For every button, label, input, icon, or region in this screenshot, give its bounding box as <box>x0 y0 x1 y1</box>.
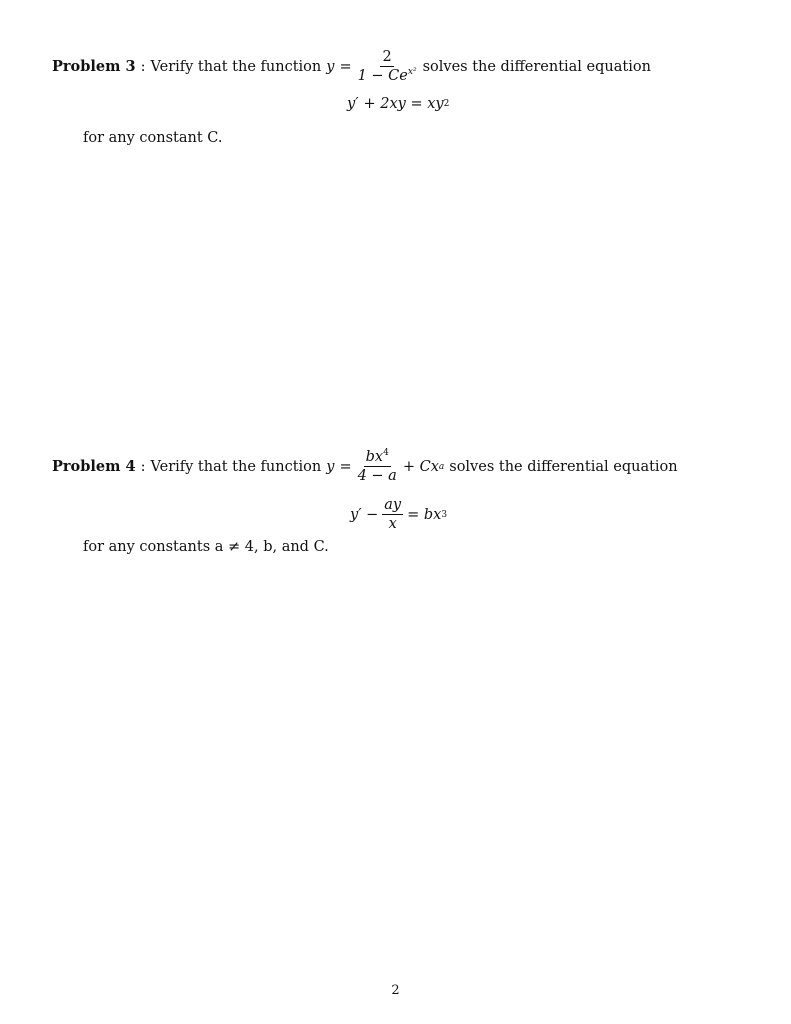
problem-4-function-lhs: y <box>326 458 335 475</box>
problem-3-title: Problem 3 <box>52 58 136 75</box>
problem-4-plus-term: + Cx <box>402 458 439 475</box>
problem-4-equation: y′ − $\frac{ay}{x}$ = bx 3 <box>350 497 448 532</box>
page-number: 2 <box>391 983 400 998</box>
problem-4-function-fraction <box>356 448 399 485</box>
problem-4-statement: Problem 4 : Verify that the function y = $\frac{bx^4}{4 - a}$ + Cx a solves the differential equation <box>52 448 678 484</box>
problem-4-eq-yprime: y′ − <box>350 506 379 523</box>
problem-4-eq-frac-den: x <box>388 516 397 532</box>
problem-3-function-lhs: y <box>326 58 335 75</box>
problem-4-eq-frac-num: ay <box>384 497 402 513</box>
problem-3-statement: Problem 3 : Verify that the function y = $\frac{2}{1 - Ce^{x^2}}$ solves the differential equation <box>52 49 651 84</box>
problem-4-func-denominator: 4 − a <box>357 468 397 484</box>
problem-4-func-numerator: $bx^4$ <box>365 448 389 465</box>
problem-3-eq-rest: + 2xy = xy <box>363 96 444 112</box>
problem-4-after-function: solves the differential equation <box>449 458 678 475</box>
problem-3-equation: y′ + 2xy = xy 2 <box>347 96 450 112</box>
problem-4-eq-rest: = bx <box>407 506 442 523</box>
problem-4-intro: Verify that the function <box>150 458 322 475</box>
problem-4-equals: = <box>339 458 352 475</box>
problem-3-after-function: solves the differential equation <box>422 58 651 75</box>
problem-3-eq-yprime: y′ <box>347 96 359 112</box>
problem-3-intro: Verify that the function <box>150 58 322 75</box>
problem-3-func-numerator: 2 <box>382 49 392 65</box>
problem-3-equals: = <box>339 58 352 75</box>
problem-3-closing: for any constant C. <box>83 130 223 146</box>
problem-4-title: Problem 4 <box>52 458 136 475</box>
problem-4-closing: for any constants a ≠ 4, b, and C. <box>83 539 329 555</box>
problem-3-function-fraction <box>356 48 419 85</box>
problem-3-func-denominator: $1 - Ce^{x^2}$ <box>357 67 417 84</box>
problem-4-eq-fraction <box>382 496 403 533</box>
